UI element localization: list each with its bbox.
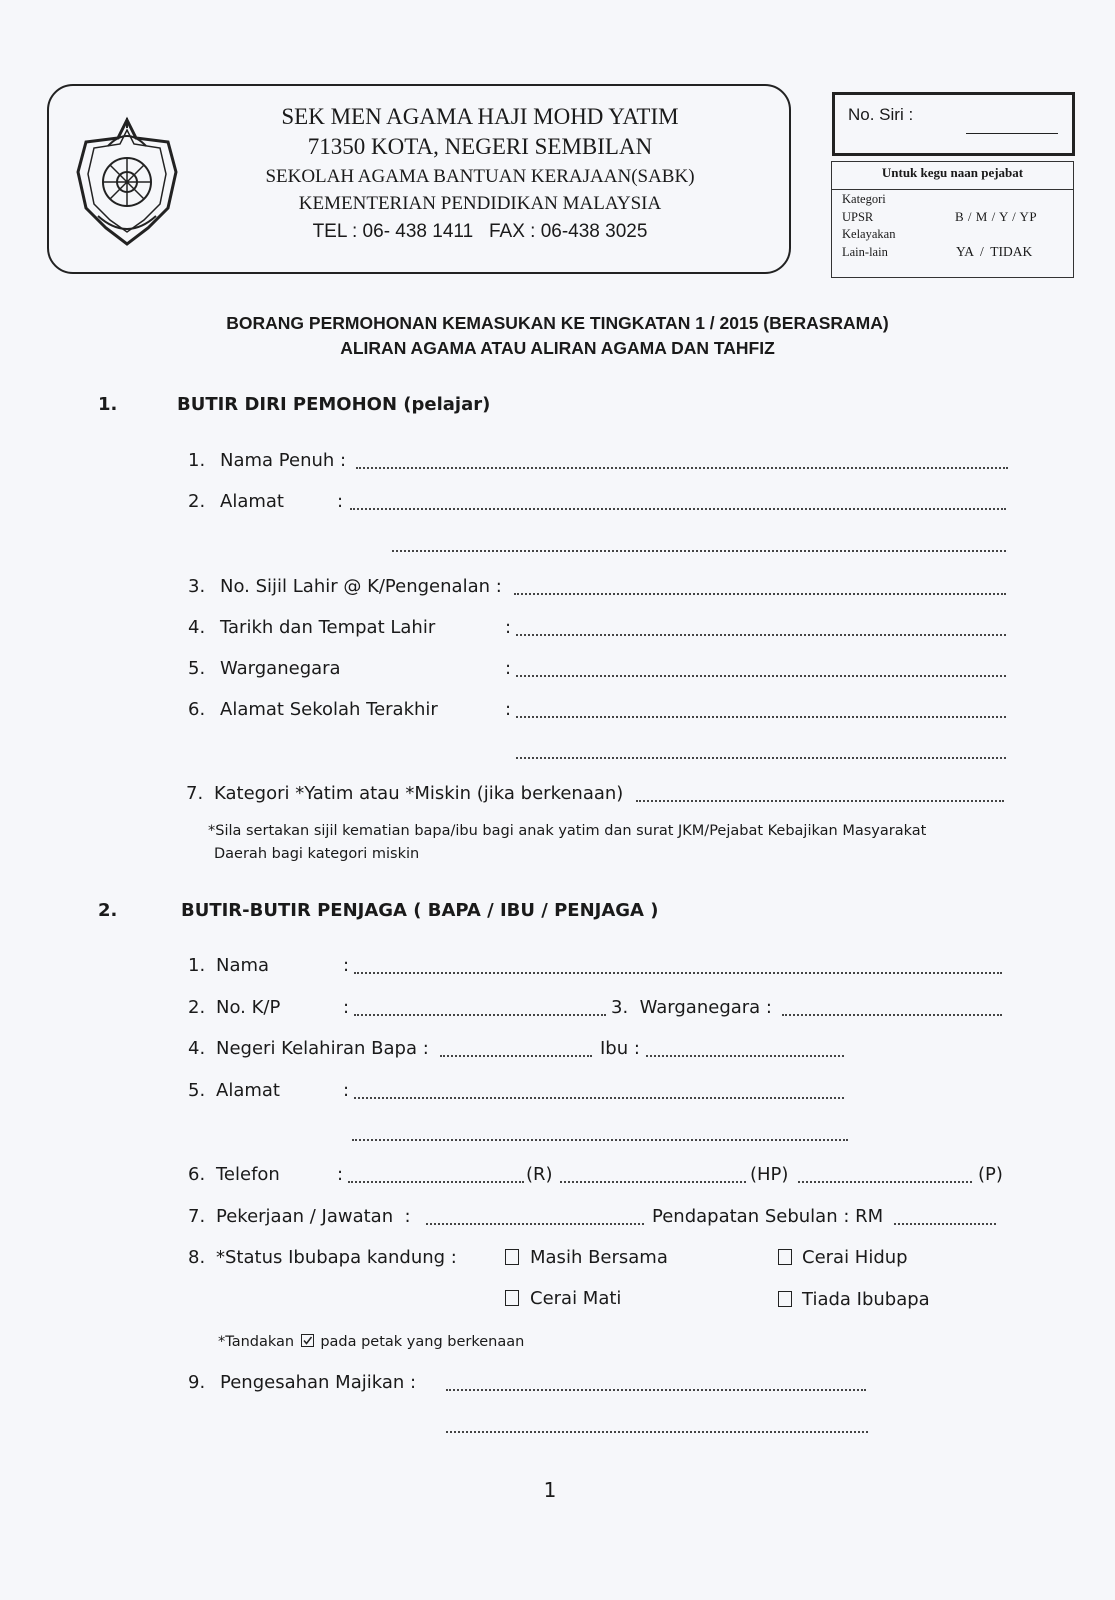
- field-number: 6.: [188, 1164, 206, 1185]
- option-tiada-ibubapa: Tiada Ibubapa: [802, 1289, 930, 1310]
- serial-number-label: No. Siri :: [848, 105, 914, 124]
- monthly-income-field[interactable]: [894, 1223, 996, 1225]
- telephone-label: Telefon: [216, 1164, 280, 1185]
- telephone-mobile-field[interactable]: [560, 1181, 746, 1183]
- office-use-title: Untuk kegu naan pejabat: [881, 165, 1024, 180]
- colon: :: [337, 1164, 344, 1185]
- section1-heading: BUTIR DIRI PEMOHON (pelajar): [177, 394, 491, 415]
- colon: :: [337, 491, 344, 512]
- telephone-home-field[interactable]: [348, 1181, 524, 1183]
- birth-date-place-field[interactable]: [516, 634, 1006, 636]
- field-number: 2.: [188, 491, 206, 512]
- tick-note-before: *Tandakan: [218, 1334, 295, 1350]
- form-title-line1: BORANG PERMOHONAN KEMASUKAN KE TINGKATAN 1 / 2015 (BERASRAMA): [226, 313, 889, 333]
- colon: :: [343, 955, 350, 976]
- applicant-name-field[interactable]: [356, 467, 1008, 469]
- colon: :: [505, 617, 512, 638]
- field-number: 7.: [186, 783, 204, 804]
- tick-note: [218, 1333, 524, 1350]
- field-number: 2.: [188, 997, 206, 1018]
- father-birth-state-field[interactable]: [440, 1055, 592, 1057]
- section1-number: 1.: [98, 394, 118, 415]
- applicant-name-label: Nama Penuh :: [220, 450, 347, 471]
- office-category-options: B / M / Y / YP: [955, 209, 1038, 224]
- checkbox-cerai-mati[interactable]: [505, 1290, 519, 1306]
- applicant-address-field-2[interactable]: [392, 550, 1006, 552]
- field-number: 9.: [188, 1372, 206, 1393]
- tick-note-after: pada petak yang berkenaan: [320, 1334, 525, 1350]
- guardian-address-field-1[interactable]: [354, 1097, 844, 1099]
- field-number: 4.: [188, 1038, 206, 1059]
- guardian-address-field-2[interactable]: [352, 1139, 848, 1141]
- field-number: 3.: [188, 576, 206, 597]
- occupation-field[interactable]: [426, 1223, 644, 1225]
- last-school-address-label: Alamat Sekolah Terakhir: [220, 699, 438, 720]
- guardian-ic-label: No. K/P: [216, 997, 281, 1018]
- birth-date-place-label: Tarikh dan Tempat Lahir: [220, 617, 436, 638]
- field-number: 5.: [188, 1080, 206, 1101]
- field-number: 6.: [188, 699, 206, 720]
- colon: :: [505, 699, 512, 720]
- last-school-address-field-1[interactable]: [516, 716, 1006, 718]
- ministry-name: KEMENTERIAN PENDIDIKAN MALAYSIA: [298, 193, 662, 214]
- option-masih-bersama: Masih Bersama: [530, 1247, 668, 1268]
- category-field[interactable]: [636, 800, 1004, 802]
- office-row-kategori: Kategori: [842, 192, 886, 206]
- mother-birth-state-field[interactable]: [646, 1055, 844, 1057]
- office-yes-no-options: YA / TIDAK: [956, 244, 1033, 259]
- office-row-kelayakan: Kelayakan: [842, 227, 896, 241]
- field-number: 1.: [188, 450, 206, 471]
- guardian-name-label: Nama: [216, 955, 270, 976]
- telephone-home-suffix: (R): [526, 1164, 553, 1185]
- guardian-nationality-label: 3. Warganegara :: [611, 997, 772, 1018]
- field-number: 8.: [188, 1247, 206, 1268]
- nationality-label: Warganegara: [220, 658, 341, 679]
- checkbox-cerai-hidup[interactable]: [778, 1249, 792, 1265]
- birth-cert-id-label: No. Sijil Lahir @ K/Pengenalan :: [220, 576, 502, 597]
- applicant-address-label: Alamat: [220, 491, 284, 512]
- page-number: 1: [543, 1478, 557, 1502]
- birth-cert-id-field[interactable]: [514, 593, 1006, 595]
- category-note-line2: Daerah bagi kategori miskin: [214, 846, 420, 862]
- guardian-ic-field[interactable]: [354, 1014, 606, 1016]
- school-name: SEK MEN AGAMA HAJI MOHD YATIM: [281, 104, 679, 129]
- option-cerai-hidup: Cerai Hidup: [802, 1247, 908, 1268]
- field-number: 1.: [188, 955, 206, 976]
- school-address: 71350 KOTA, NEGERI SEMBILAN: [307, 134, 653, 159]
- employer-verification-field-1[interactable]: [446, 1389, 866, 1391]
- applicant-address-field-1[interactable]: [350, 508, 1006, 510]
- employer-verification-field-2[interactable]: [446, 1431, 868, 1433]
- category-note-line1: *Sila sertakan sijil kematian bapa/ibu bagi anak yatim dan surat JKM/Pejabat Kebajikan Masyarakat: [208, 823, 927, 839]
- nationality-field[interactable]: [516, 675, 1006, 677]
- guardian-address-label: Alamat: [216, 1080, 280, 1101]
- checked-box-icon: [301, 1334, 314, 1347]
- school-type: SEKOLAH AGAMA BANTUAN KERAJAAN(SABK): [265, 166, 695, 187]
- telephone-mobile-suffix: (HP): [750, 1164, 789, 1185]
- field-number: 5.: [188, 658, 206, 679]
- employer-verification-label: Pengesahan Majikan :: [220, 1372, 417, 1393]
- serial-number-field[interactable]: [966, 133, 1058, 134]
- office-row-upsr: UPSR: [842, 209, 874, 224]
- father-birth-state-label: Negeri Kelahiran Bapa :: [216, 1038, 429, 1059]
- section2-number: 2.: [98, 900, 118, 921]
- checkbox-tiada-ibubapa[interactable]: [778, 1291, 792, 1307]
- office-row-lain-lain: Lain-lain: [842, 244, 888, 259]
- option-cerai-mati: Cerai Mati: [530, 1288, 622, 1309]
- guardian-nationality-field[interactable]: [782, 1014, 1002, 1016]
- mother-birth-state-label: Ibu :: [600, 1038, 640, 1059]
- occupation-label: Pekerjaan / Jawatan :: [216, 1206, 411, 1227]
- office-use-rows: [842, 191, 895, 261]
- school-crest-logo: [68, 116, 186, 250]
- parent-status-label: *Status Ibubapa kandung :: [216, 1247, 457, 1268]
- monthly-income-label: Pendapatan Sebulan : RM: [652, 1206, 884, 1227]
- contact-info: TEL : 06- 438 1411 FAX : 06-438 3025: [312, 221, 648, 242]
- field-number: 7.: [188, 1206, 206, 1227]
- telephone-office-suffix: (P): [978, 1164, 1003, 1185]
- form-title-line2: ALIRAN AGAMA ATAU ALIRAN AGAMA DAN TAHFIZ: [340, 338, 775, 358]
- telephone-office-field[interactable]: [798, 1181, 972, 1183]
- field-number: 4.: [188, 617, 206, 638]
- colon: :: [505, 658, 512, 679]
- last-school-address-field-2[interactable]: [516, 757, 1006, 759]
- colon: :: [343, 1080, 350, 1101]
- office-use-divider: [831, 189, 1074, 190]
- guardian-name-field[interactable]: [354, 972, 1002, 974]
- colon: :: [343, 997, 350, 1018]
- section2-heading: BUTIR-BUTIR PENJAGA ( BAPA / IBU / PENJAGA ): [181, 900, 659, 921]
- category-label: Kategori *Yatim atau *Miskin (jika berkenaan): [214, 783, 624, 804]
- checkbox-masih-bersama[interactable]: [505, 1249, 519, 1265]
